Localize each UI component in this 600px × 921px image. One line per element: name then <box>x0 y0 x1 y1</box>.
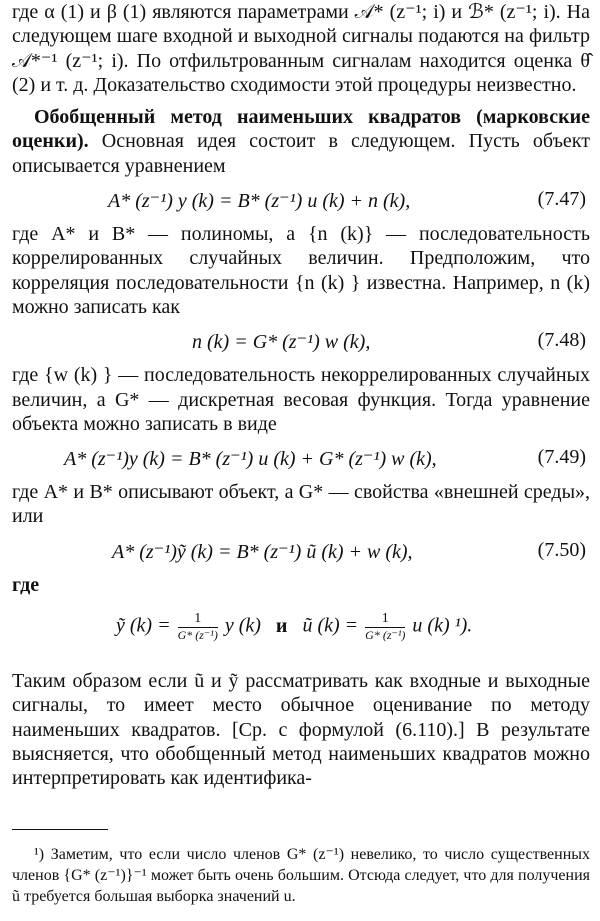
fraction-denominator: G* (z⁻¹) <box>177 628 218 643</box>
equation-7-48 <box>12 319 590 363</box>
paragraph-4: где A* и B* описывают объект, а G* — свойства «внешней среды», или <box>12 481 590 528</box>
equation-number: (7.48) <box>537 329 586 352</box>
equation-body: A* (z⁻¹)y (k) = B* (z⁻¹) u (k) + G* (z⁻¹) w (k), <box>64 448 437 471</box>
lhs-y: ỹ (k) = <box>116 614 171 637</box>
rhs-y: y (k) <box>224 614 261 637</box>
equation-body: A* (z⁻¹)ỹ (k) = B* (z⁻¹) ũ (k) + w (k), <box>112 540 413 563</box>
word-where: где <box>12 573 40 596</box>
paragraph-3: где {w (k) } — последовательность некоррелированных случайных величин, а G* — дискретная весовая функция. Тогда уравнение объекта можно записать в виде <box>12 364 590 435</box>
fraction-denominator: G* (z⁻¹) <box>365 628 406 643</box>
equation-7-50 <box>12 529 590 573</box>
equation-body: n (k) = G* (z⁻¹) w (k), <box>192 331 371 354</box>
section-title: Обобщенный метод наименьших квадратов (марковские оценки). <box>12 106 590 153</box>
equation-7-47 <box>12 178 590 222</box>
footnote-divider <box>12 829 108 830</box>
paragraph-5: Таким образом если ũ и ỹ рассматривать как входные и выходные сигналы, то имеет место обычное оценивание по методу наименьших квадратов. [Ср. с формулой (6.110).] В результате выясняется, что обобщенный метод наименьших квадратов можно интерпретировать как идентифика- <box>12 670 590 790</box>
equation-body <box>116 611 472 643</box>
paragraph-intro: где α (1) и β (1) являются параметрами 𝒜* (z⁻¹; i) и ℬ* (z⁻¹; i). На следующем шаге входной и выходной сигналы подаются на фильтр 𝒜*⁻¹ (z⁻¹; i). По отфильтрованным сигналам находится оценка θ̂ (2) и т. д. Доказательство сходимости этой процедуры неизвестно. <box>12 1 590 96</box>
equation-filter <box>12 597 590 669</box>
equation-number: (7.50) <box>537 538 586 561</box>
paragraph-section <box>12 105 590 178</box>
section-text: Основная идея состоит в следующем. Пусть объект описывается уравнением <box>12 130 590 177</box>
equation-number: (7.49) <box>537 446 586 469</box>
fraction-numerator: 1 <box>365 611 405 628</box>
rhs-u: u (k) ¹). <box>412 614 473 637</box>
footnote: ¹) Заметим, что если число членов G* (z⁻¹) невелико, то число существенных членов {G* (z⁻¹)}⁻¹ может быть очень большим. Отсюда следует, что для получения ũ требуется большая выборка значений u. <box>12 845 590 905</box>
equation-7-49 <box>12 436 590 480</box>
lhs-u: ũ (k) = <box>302 614 359 637</box>
fraction-u <box>365 611 405 643</box>
paragraph-2: где A* и B* — полиномы, а {n (k)} — последовательность коррелированных случайных величин. Предположим, что корреляция последовательности {n (k) } известна. Например, n (k) можно записать как <box>12 223 590 318</box>
equation-body: A* (z⁻¹) y (k) = B* (z⁻¹) u (k) + n (k), <box>108 190 411 213</box>
conjunction: и <box>275 614 288 637</box>
fraction-y <box>178 611 218 643</box>
equation-number: (7.47) <box>537 188 586 211</box>
page <box>12 0 590 907</box>
fraction-numerator: 1 <box>178 611 218 628</box>
